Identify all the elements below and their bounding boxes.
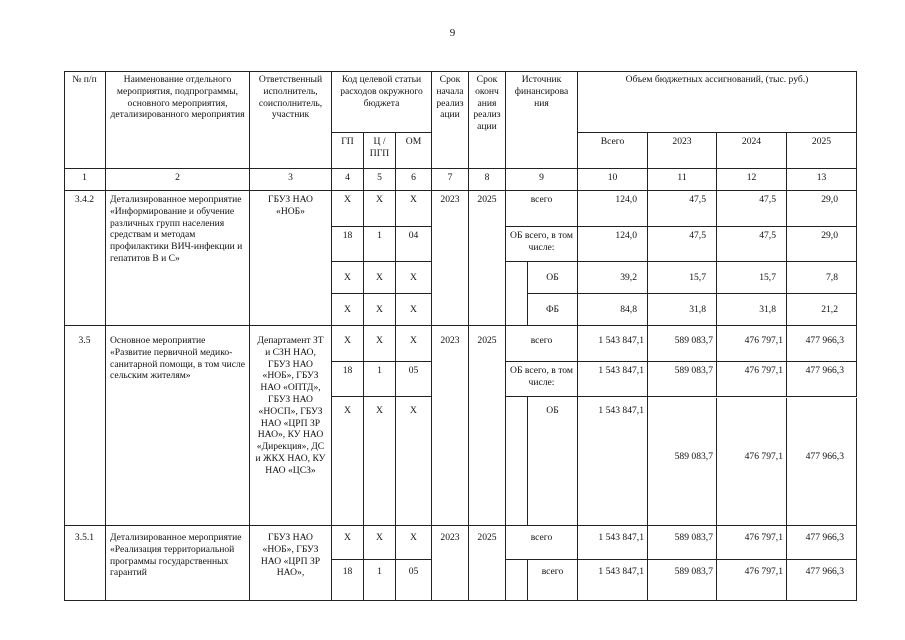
funding-source: ОБ всего, в том числе: bbox=[506, 227, 578, 262]
header-2024: 2024 bbox=[717, 133, 787, 169]
code-gp: X bbox=[332, 262, 364, 294]
amount-total: 84,8 bbox=[578, 294, 648, 326]
amount-total: 1 543 847,1 bbox=[578, 560, 648, 601]
row-start-year: 2023 bbox=[432, 326, 469, 526]
row-name: Детализированное мероприятие «Информирование и обучение различных групп населения средствам и методам профилактики ВИЧ-инфекции и гепатитов В и С» bbox=[106, 191, 250, 326]
index-cell: 13 bbox=[787, 169, 857, 191]
amount-2023: 589 083,7 bbox=[648, 526, 717, 560]
funding-source: всего bbox=[506, 191, 578, 227]
funding-source: ОБ bbox=[527, 262, 578, 294]
amount-2025: 477 966,3 bbox=[787, 397, 857, 526]
funding-source: ФБ bbox=[527, 294, 578, 326]
row-number: 3.5.1 bbox=[64, 526, 106, 601]
amount-2024: 476 797,1 bbox=[717, 362, 787, 397]
index-cell: 2 bbox=[106, 169, 250, 191]
page-number: 9 bbox=[449, 27, 456, 39]
amount-2024: 31,8 bbox=[717, 294, 787, 326]
code-gp: 18 bbox=[332, 560, 364, 601]
amount-2023: 589 083,7 bbox=[648, 397, 717, 526]
amount-2023: 47,5 bbox=[648, 191, 717, 227]
index-cell: 4 bbox=[332, 169, 364, 191]
header-2023: 2023 bbox=[648, 133, 717, 169]
amount-2025: 477 966,3 bbox=[787, 326, 857, 362]
code-gp: X bbox=[332, 191, 364, 227]
header-end: Срок оконч ания реализ ации bbox=[469, 71, 506, 169]
amount-2024: 476 797,1 bbox=[717, 397, 787, 526]
index-cell: 8 bbox=[469, 169, 506, 191]
amount-2025: 29,0 bbox=[787, 191, 857, 227]
row-responsible: Департамент ЗТ и СЗН НАО, ГБУЗ НАО «НОБ», ГБУЗ НАО «ОПТД», ГБУЗ НАО «НОСП», ГБУЗ НАО «ЦРП ЗР НАО», КУ НАО «Дирекция», ДС и ЖКХ НАО, КУ НАО «ЦСЗ» bbox=[250, 326, 332, 526]
amount-total: 1 543 847,1 bbox=[578, 362, 648, 397]
code-om: 04 bbox=[396, 227, 432, 262]
header-om: ОМ bbox=[396, 133, 432, 169]
row-divider bbox=[648, 397, 857, 398]
header-num: № п/п bbox=[64, 71, 106, 169]
amount-2024: 476 797,1 bbox=[717, 326, 787, 362]
amount-2023: 589 083,7 bbox=[648, 560, 717, 601]
funding-source-spacer bbox=[506, 262, 528, 326]
code-om: X bbox=[396, 191, 432, 227]
code-om: 05 bbox=[396, 560, 432, 601]
header-start: Срок начала реализ ации bbox=[432, 71, 469, 169]
row-responsible: ГБУЗ НАО «НОБ», ГБУЗ НАО «ЦРП ЗР НАО», bbox=[250, 526, 332, 601]
row-number: 3.5 bbox=[64, 326, 106, 526]
row-start-year: 2023 bbox=[432, 526, 469, 601]
amount-total: 124,0 bbox=[578, 191, 648, 227]
funding-source: ОБ bbox=[527, 397, 578, 526]
funding-source: всего bbox=[506, 326, 578, 362]
index-cell: 11 bbox=[648, 169, 717, 191]
row-responsible: ГБУЗ НАО «НОБ» bbox=[250, 191, 332, 326]
code-gp: X bbox=[332, 294, 364, 326]
header-gp: ГП bbox=[332, 133, 364, 169]
amount-total: 124,0 bbox=[578, 227, 648, 262]
amount-total: 1 543 847,1 bbox=[578, 526, 648, 560]
row-name: Детализированное мероприятие «Реализация территориальной программы государственных гарантий bbox=[106, 526, 250, 601]
amount-2023: 589 083,7 bbox=[648, 326, 717, 362]
code-cgp: 1 bbox=[364, 362, 396, 397]
code-om: X bbox=[396, 294, 432, 326]
amount-2024: 476 797,1 bbox=[717, 560, 787, 601]
funding-source: всего bbox=[506, 526, 578, 560]
amount-2023: 31,8 bbox=[648, 294, 717, 326]
header-budget: Объем бюджетных ассигнований, (тыс. руб.) bbox=[578, 71, 857, 133]
code-om: X bbox=[396, 526, 432, 560]
code-om: X bbox=[396, 397, 432, 526]
index-cell: 5 bbox=[364, 169, 396, 191]
index-cell: 12 bbox=[717, 169, 787, 191]
funding-source-spacer bbox=[506, 560, 528, 601]
header-2025: 2025 bbox=[787, 133, 857, 169]
amount-2025: 477 966,3 bbox=[787, 362, 857, 397]
code-cgp: X bbox=[364, 191, 396, 227]
funding-source: всего bbox=[527, 560, 578, 601]
amount-2025: 477 966,3 bbox=[787, 526, 857, 560]
code-cgp: X bbox=[364, 262, 396, 294]
code-gp: X bbox=[332, 326, 364, 362]
header-source: Источник финансирова ния bbox=[506, 71, 578, 169]
amount-2024: 15,7 bbox=[717, 262, 787, 294]
code-om: X bbox=[396, 326, 432, 362]
row-end-year: 2025 bbox=[469, 326, 506, 526]
index-cell: 10 bbox=[578, 169, 648, 191]
code-cgp: X bbox=[364, 294, 396, 326]
code-gp: 18 bbox=[332, 362, 364, 397]
amount-2025: 7,8 bbox=[787, 262, 857, 294]
amount-2024: 47,5 bbox=[717, 191, 787, 227]
code-om: 05 bbox=[396, 362, 432, 397]
code-cgp: X bbox=[364, 326, 396, 362]
amount-2025: 21,2 bbox=[787, 294, 857, 326]
amount-total: 39,2 bbox=[578, 262, 648, 294]
row-start-year: 2023 bbox=[432, 191, 469, 326]
amount-2023: 15,7 bbox=[648, 262, 717, 294]
header-name: Наименование отдельного мероприятия, подпрограммы, основного мероприятия, детализированного мероприятия bbox=[106, 71, 250, 169]
index-cell: 6 bbox=[396, 169, 432, 191]
row-end-year: 2025 bbox=[469, 191, 506, 326]
code-gp: X bbox=[332, 526, 364, 560]
amount-2025: 29,0 bbox=[787, 227, 857, 262]
amount-2023: 589 083,7 bbox=[648, 362, 717, 397]
amount-total: 1 543 847,1 bbox=[578, 397, 648, 526]
code-gp: X bbox=[332, 397, 364, 526]
index-cell: 7 bbox=[432, 169, 469, 191]
row-name: Основное мероприятие «Развитие первичной медико-санитарной помощи, в том числе сельским жителям» bbox=[106, 326, 250, 526]
index-cell: 1 bbox=[64, 169, 106, 191]
amount-2023: 47,5 bbox=[648, 227, 717, 262]
code-cgp: 1 bbox=[364, 227, 396, 262]
header-code: Код целевой статьи расходов окружного бюджета bbox=[332, 71, 432, 133]
code-om: X bbox=[396, 262, 432, 294]
amount-2024: 476 797,1 bbox=[717, 526, 787, 560]
code-gp: 18 bbox=[332, 227, 364, 262]
header-total: Всего bbox=[578, 133, 648, 169]
row-number: 3.4.2 bbox=[64, 191, 106, 326]
index-cell: 3 bbox=[250, 169, 332, 191]
header-cgp: Ц / ПГП bbox=[364, 133, 396, 169]
amount-2025: 477 966,3 bbox=[787, 560, 857, 601]
funding-source-spacer bbox=[506, 397, 528, 526]
code-cgp: 1 bbox=[364, 560, 396, 601]
code-cgp: X bbox=[364, 526, 396, 560]
index-cell: 9 bbox=[506, 169, 578, 191]
code-cgp: X bbox=[364, 397, 396, 526]
header-resp: Ответственный исполнитель, соисполнитель, участник bbox=[250, 71, 332, 169]
funding-source: ОБ всего, в том числе: bbox=[506, 362, 578, 397]
amount-2024: 47,5 bbox=[717, 227, 787, 262]
amount-total: 1 543 847,1 bbox=[578, 326, 648, 362]
row-end-year: 2025 bbox=[469, 526, 506, 601]
